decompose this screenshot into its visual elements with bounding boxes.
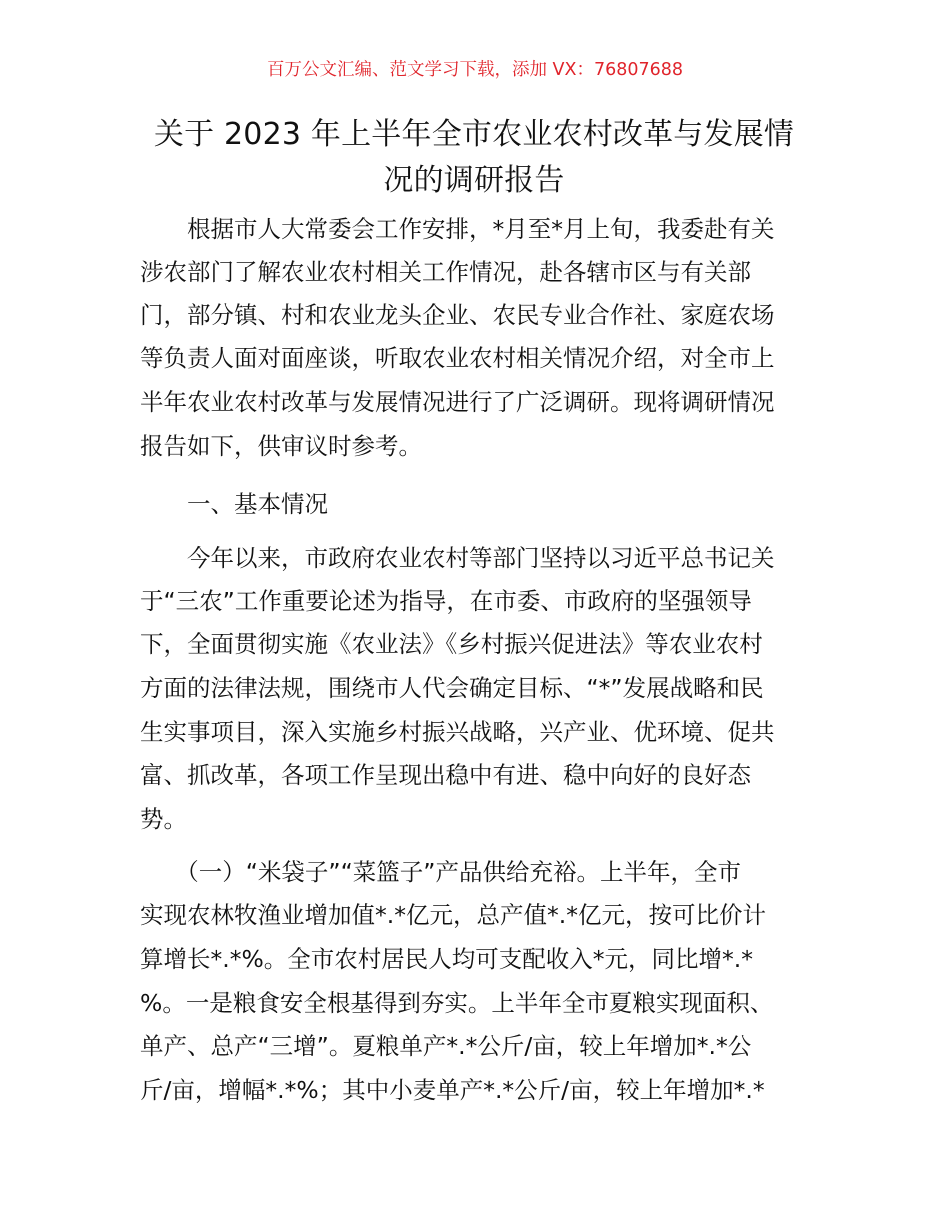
body-line: 涉农部门了解农业农村相关工作情况，赴各辖市区与有关部: [140, 258, 751, 286]
body-line: 算增长*.*%。全市农村居民人均可支配收入*元，同比增*.*: [140, 945, 754, 973]
document-title: [138, 112, 810, 204]
body-line: 门，部分镇、村和农业龙头企业、农民专业合作社、家庭农场: [140, 301, 775, 329]
body-line: 半年农业农村改革与发展情况进行了广泛调研。现将调研情况: [140, 388, 775, 416]
section-heading: 一、基本情况: [140, 490, 328, 518]
body-line: 等负责人面对面座谈，听取农业农村相关情况介绍，对全市上: [140, 344, 775, 372]
body-line: 生实事项目，深入实施乡村振兴战略，兴产业、优环境、促共: [140, 718, 775, 746]
body-line: 实现农林牧渔业增加值*.*亿元，总产值*.*亿元，按可比价计: [140, 901, 766, 929]
body-line: 势。: [140, 805, 187, 833]
body-line: 斤/亩，增幅*.*%；其中小麦单产*.*公斤/亩，较上年增加*.*: [140, 1076, 765, 1104]
body-line: 单产、总产“三增”。夏粮单产*.*公斤/亩，较上年增加*.*公: [140, 1032, 752, 1060]
body-line: 今年以来，市政府农业农村等部门坚持以习近平总书记关: [140, 544, 775, 572]
body-line: 富、抓改革，各项工作呈现出稳中有进、稳中向好的良好态: [140, 761, 751, 789]
title-line-1: 关于 2023 年上半年全市农业农村改革与发展情: [153, 117, 795, 152]
body-line: %。一是粮食安全根基得到夯实。上半年全市夏粮实现面积、: [140, 989, 774, 1017]
body-line: 下，全面贯彻实施《农业法》《乡村振兴促进法》等农业农村: [140, 630, 763, 658]
title-line-2: 况的调研报告: [383, 163, 565, 198]
body-line: 方面的法律法规，围绕市人代会确定目标、“*”发展战略和民: [140, 674, 764, 702]
watermark-text: 百万公文汇编、范文学习下载，添加 VX：76807688: [266, 60, 684, 80]
body-line: 报告如下，供审议时参考。: [140, 432, 422, 460]
body-line: 于“三农”工作重要论述为指导，在市委、市政府的坚强领导: [140, 587, 752, 615]
body-line: （一）“米袋子”“菜篮子”产品供给充裕。上半年，全市: [140, 858, 741, 886]
body-line: 根据市人大常委会工作安排，*月至*月上旬，我委赴有关: [140, 215, 775, 243]
